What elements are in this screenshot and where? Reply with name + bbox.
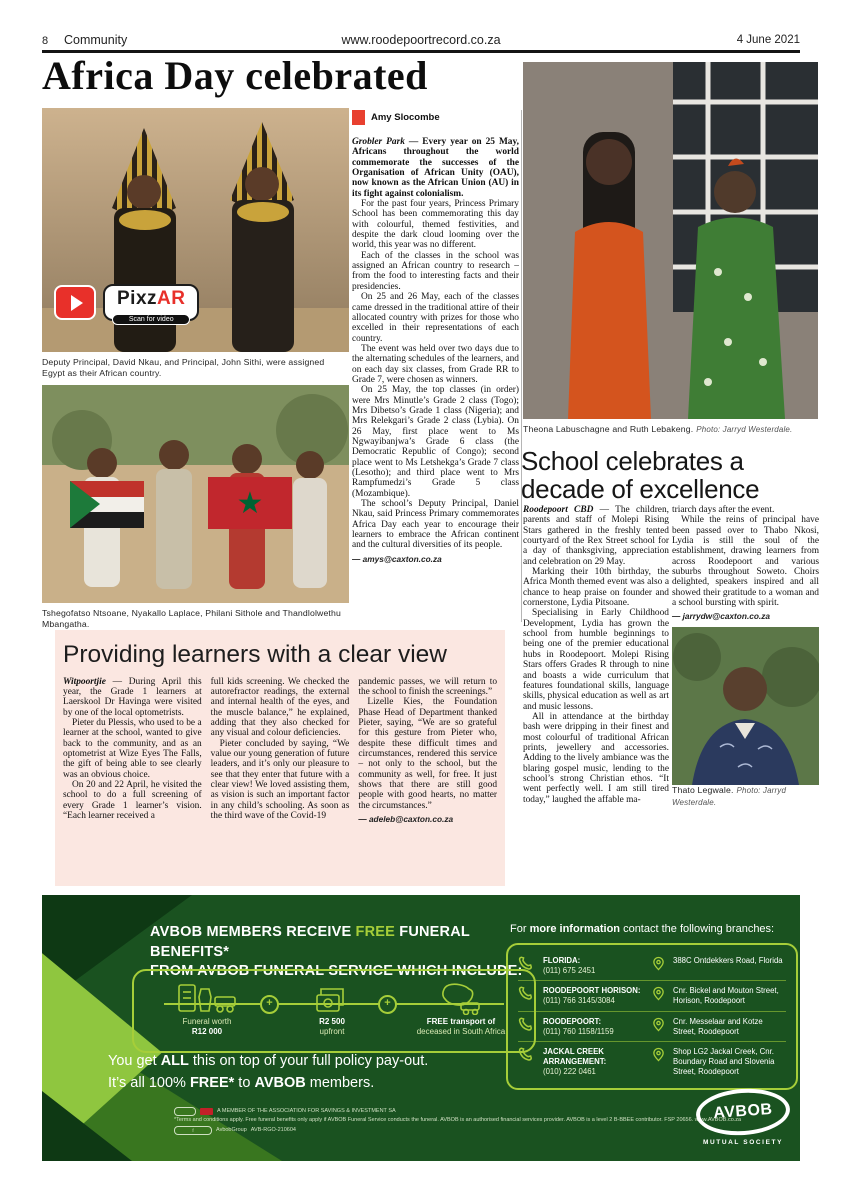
branch-name: ROODEPOORT HORISON: <box>543 986 641 996</box>
social-handle: AvbobGroup <box>216 1126 247 1133</box>
payout-bold: ALL <box>160 1053 189 1069</box>
byline-marker-icon <box>352 110 365 125</box>
article2-paragraph: While the reins of principal have been passed over to Thabo Nkosi, Lydia is still the soul of the establishment, drawing learners from across Roodepoort and various suburbs throughout Soweto. Choirs delighted, speakers inspired and all showed their gratitude to a woman and a school bursting with spirit. <box>672 515 819 609</box>
photo4-caption-text: Thato Legwale. <box>672 785 734 796</box>
byline-author: Amy Slocombe <box>371 112 440 123</box>
ad-benefits-box <box>132 969 536 1053</box>
branch-name: FLORIDA: <box>543 956 581 965</box>
article3-lead <box>63 677 202 718</box>
article3-paragraph: Lizelle Kies, the Foundation Phase Head of Department thanked Pieter, saying, “We are so grateful for this gesture from Pieter who, despite these difficult times and circumstances, rendered this service – not only to the school, but the community as well, for free. It just shows that there are still good people with good hearts, no matter the circumstances.” <box>358 697 498 811</box>
article3-column3 <box>358 677 497 824</box>
photo1-caption: Deputy Principal, David Nkau, and Principal, John Sithi, were assigned Egypt as their African country. <box>42 357 325 379</box>
article3-lead-text: — During April this year, the Grade 1 learners at Laerskool Dr Havinga were visited by one of the local optometrists. <box>63 676 202 718</box>
page-number: 8 <box>42 35 49 47</box>
location-pin-icon <box>652 1017 665 1032</box>
benefit-funeral-worth <box>152 979 262 1038</box>
article1-column <box>352 110 519 624</box>
pixzar-badge <box>54 284 199 321</box>
branch-name: ROODEPOORT: <box>543 1016 602 1026</box>
article3-paragraph: Pieter concluded by saying, “We value our young generation of future leaders, and it’s only our pleasure to see that they enter that future with a clear view! We loved assisting them, as vision is such an important factor in any child’s schooling. As soon as the third wave of the Covid-19 <box>210 738 350 821</box>
phone-icon <box>518 1047 533 1062</box>
branch-list <box>506 943 798 1090</box>
svg-text:★: ★ <box>236 487 264 520</box>
article1-paragraph: On 25 May, the top classes (in order) were Mrs Minutle’s Grade 2 class (Togo); Mrs Dibetso’s Grade 1 class (Nigeria); and Mrs Relekgari’s Grade 2 class (Lybia). On 26 May, first place went to Ms Ngwayibanjwa’s Grade 6 class (the Democratic Republic of Congo); second place went to Ms Letshekga’s Grade 7 class (Lesotho); and third place went to Mrs Rampfumedzi’s Grade 5 class (Mozambique). <box>352 385 519 499</box>
photo-kids-flags-art <box>42 385 349 603</box>
article2-paragraph: All in attendance at the birthday bash were dripping in their finest and most colourful of traditional African prints, jewellery and accessories. Adding to the lively ambiance was the blaring gospel music, lending to the school’s strong Christian ethos. “It went perfectly well. I am still tired today,” laughed the affable ma- <box>523 711 669 805</box>
article2-author-email: — jarrydw@caxton.co.za <box>672 611 771 622</box>
branch-address: 388C Ontdekkers Road, Florida <box>673 956 783 965</box>
benefit-amount: R2 500 <box>319 1017 345 1026</box>
site-url: www.roodepoortrecord.co.za <box>341 33 501 47</box>
branch-row <box>518 980 786 1010</box>
photo4-caption <box>672 785 819 808</box>
article3-feature-box <box>55 630 505 886</box>
photo4-credit: Photo: Jarryd Westerdale. <box>672 786 787 807</box>
info-text: contact the following branches: <box>620 923 775 935</box>
ad-info-title <box>510 923 798 935</box>
ad-headline-post: FUNERAL BENEFITS* <box>150 924 470 960</box>
byline <box>352 110 519 125</box>
photo2-caption: Tshegofatso Ntsoane, Nyakallo Laplace, Philani Sithole and Thandlolwethu Mbangatha. <box>42 608 341 630</box>
branch-address: Cnr. Bickel and Mouton Street, Horison, Roodepoort <box>673 986 779 1006</box>
article1-lead-text: — Every year on 25 May, Africans throughout the world commemorate the successes of the Organisation of African Unity (OAU), now known as the African Union (AU) in its fight against colonialism. <box>352 137 519 199</box>
campaign-code: AVB-RGO-210604 <box>250 1126 296 1133</box>
article3-paragraph: full kids screening. We checked the autorefractor readings, the external and internal health of the eyes, and the muscle balance,” he explained, adding that they also checked for any visual and colour deficiencies. <box>210 676 350 739</box>
article3-paragraph: On 20 and 22 April, he visited the school to do a full screening of every Grade 1 learner’s vision. “Each learner received a <box>63 779 202 821</box>
branch-row <box>518 1041 786 1081</box>
article3-author-email: — adeleb@caxton.co.za <box>358 813 454 824</box>
ad-payout-line1 <box>108 1053 428 1069</box>
article2-lead <box>523 505 669 567</box>
article3-paragraph: Pieter du Plessis, who used to be a learner at the school, wanted to give back to the community, and as an optometrist at Wize Eyes The Falls, the gift of being able to see clearly was an obvious choice. <box>63 717 202 780</box>
payout-text: to <box>234 1075 255 1091</box>
branch-row <box>518 1011 786 1041</box>
article3-paragraph: pandemic passes, we will return to the school to finish the screenings.” <box>358 676 498 697</box>
photo-theona-ruth-art <box>523 62 818 419</box>
payout-text: this on top of your full policy pay-out. <box>188 1053 429 1069</box>
photo3-caption-text: Theona Labuschagne and Ruth Lebakeng. <box>523 424 694 434</box>
pixzar-brand-red: AR <box>157 288 186 309</box>
article1-location: Grobler Park <box>352 137 405 147</box>
photo-egypt-costumes <box>42 108 349 352</box>
payout-bold: AVBOB <box>254 1075 306 1091</box>
pixzar-brand-black: Pixz <box>117 288 158 309</box>
morocco-flag <box>208 477 292 529</box>
ad-payout-line2 <box>108 1075 374 1091</box>
pixzar-tagline: Scan for video <box>112 314 190 325</box>
article1-paragraph: The school’s Deputy Principal, Daniel Nkau, said Princess Primary commemorates Africa Day each year to encourage their learners to embrace the African continent and the cultural diversities of its people. <box>352 499 519 551</box>
phone-icon <box>518 956 533 971</box>
payout-text: members. <box>305 1075 375 1091</box>
article2-location: Roodepoort CBD <box>523 505 594 515</box>
location-pin-icon <box>652 986 665 1001</box>
ad-headline-line2: FROM AVBOB FUNERAL SERVICE WHICH INCLUDE: <box>150 963 523 980</box>
article2-lead-text: — The children, parents and staff of Molepi Rising Stars gathered in the freshly tented courtyard of the Rex Street school for a day of thanksgiving, appreciation and celebration on 29 May. <box>523 505 669 567</box>
article2-paragraph: triarch days after the event. <box>672 505 775 515</box>
plus-connector-icon: + <box>378 995 397 1014</box>
branch-phone: (010) 222 0461 <box>543 1066 596 1076</box>
photo-thato-legwale <box>672 627 819 785</box>
benefit-upfront-cash <box>284 979 380 1038</box>
branch-address: Shop LG2 Jackal Creek, Cnr. Boundary Road and Slovenia Street, Roodepoort <box>673 1047 775 1076</box>
column-divider <box>521 110 522 622</box>
ad-headline-accent: FREE <box>355 924 396 940</box>
ad-headline-pre: AVBOB MEMBERS RECEIVE <box>150 924 356 940</box>
plus-connector-icon: + <box>260 995 279 1014</box>
phone-icon <box>518 986 533 1001</box>
photo3-credit: Photo: Jarryd Westerdale. <box>696 425 793 434</box>
article1-paragraph: The event was held over two days due to the alternating schedules of the learners, and on each day six classes, from Grade RR to Grade 7, were chosen as winners. <box>352 343 519 385</box>
article1-paragraph: On 25 and 26 May, each of the classes came dressed in the traditional attire of their allocated country with prizes for those who excelled in their representations of each country. <box>352 292 519 344</box>
avbob-logo <box>688 1089 798 1146</box>
branch-phone: (011) 766 3145/3084 <box>543 996 615 1006</box>
ad-disclaimer: *Terms and conditions apply. Free funeral benefits only apply if AVBOB Funeral Service conducts the funeral. AVBOB is an authorised financial services provider. AVBOB is a level 2 B-BBEE contributor. FSP 20656. www.AVBOB.co.za <box>174 1117 742 1124</box>
avbob-logo-text: AVBOB <box>695 1086 792 1138</box>
asisa-logo <box>174 1107 196 1116</box>
section-title: Community <box>64 33 128 47</box>
page-header <box>42 33 800 49</box>
article3-column1 <box>63 677 202 824</box>
main-headline: Africa Day celebrated <box>42 53 428 98</box>
benefit-label: FREE transport of <box>426 1017 496 1026</box>
article2-paragraph: Specialising in Early Childhood Development, Lydia has grown the school from humble beginnings to being one of the premier educational hubs in Roodepoort. Molepi Rising Stars offers Grades R through to nine and boasts a wide curriculum that features foundational skills, language skills, physical education as well as art and music lessons. <box>523 608 669 712</box>
benefit-label: deceased in South Africa <box>416 1027 506 1037</box>
payout-text: It’s all 100% <box>108 1075 190 1091</box>
ad-branches-section <box>506 923 798 1090</box>
benefit-label: Funeral worth <box>182 1017 232 1026</box>
info-text: For <box>510 923 530 935</box>
branch-row <box>518 951 786 980</box>
cash-icon <box>284 979 380 1015</box>
article1-paragraph: For the past four years, Princess Primary School has been commemorating this day with colourful, themed festivities, and despite the dark cloud looming over the world, this year was no different. <box>352 199 519 251</box>
article1-lead <box>352 137 519 199</box>
asisa-badge <box>200 1108 213 1115</box>
facebook-icon: f <box>174 1126 212 1135</box>
issue-date: 4 June 2021 <box>736 34 800 46</box>
asisa-member-line: A MEMBER OF THE ASSOCIATION FOR SAVINGS & INVESTMENT SA <box>217 1108 396 1114</box>
article2-column1 <box>523 505 669 885</box>
article3-location: Witpoortjie <box>63 676 106 687</box>
benefit-amount: R12 000 <box>191 1027 223 1037</box>
payout-text: You get <box>108 1053 161 1069</box>
location-pin-icon <box>652 956 665 971</box>
sudan-flag <box>70 481 144 528</box>
photo3-caption <box>523 424 818 435</box>
article1-author-email: — amys@caxton.co.za <box>352 553 442 564</box>
article2-paragraph: Marking their 10th birthday, the Africa Month themed event was also a chance to heap praise on founder and cornerstone, Lydia Pitsoane. <box>523 567 669 609</box>
pixzar-logo <box>103 284 199 321</box>
article2-column2 <box>672 505 819 808</box>
info-bold: more information <box>529 923 621 935</box>
article2-headline: School celebrates a decade of excellence <box>521 446 760 505</box>
article3-headline: Providing learners with a clear view <box>63 641 447 668</box>
branch-phone: (011) 675 2451 <box>543 965 596 975</box>
payout-bold: FREE* <box>189 1075 235 1091</box>
article1-paragraph: Each of the classes in the school was assigned an African country to research – from the food to interesting facts and their presidencies. <box>352 250 519 292</box>
avbob-advert <box>42 895 800 1161</box>
branch-phone: (011) 760 1158/1159 <box>543 1026 614 1036</box>
photo-thato-legwale-art <box>672 627 819 785</box>
photo-theona-ruth <box>523 62 818 419</box>
benefit-label: upfront <box>319 1027 345 1037</box>
photo-kids-flags <box>42 385 349 603</box>
location-pin-icon <box>652 1047 665 1062</box>
phone-icon <box>518 1017 533 1032</box>
play-icon <box>54 285 96 320</box>
branch-name: JACKAL CREEK ARRANGEMENT: <box>543 1047 607 1067</box>
branch-address: Cnr. Messelaar and Kotze Street, Roodepoort <box>673 1016 763 1036</box>
article3-column2 <box>211 677 350 824</box>
funeral-package-icon <box>152 979 262 1015</box>
article3-columns <box>55 677 505 824</box>
avbob-logo-subtext: MUTUAL SOCIETY <box>702 1139 784 1146</box>
